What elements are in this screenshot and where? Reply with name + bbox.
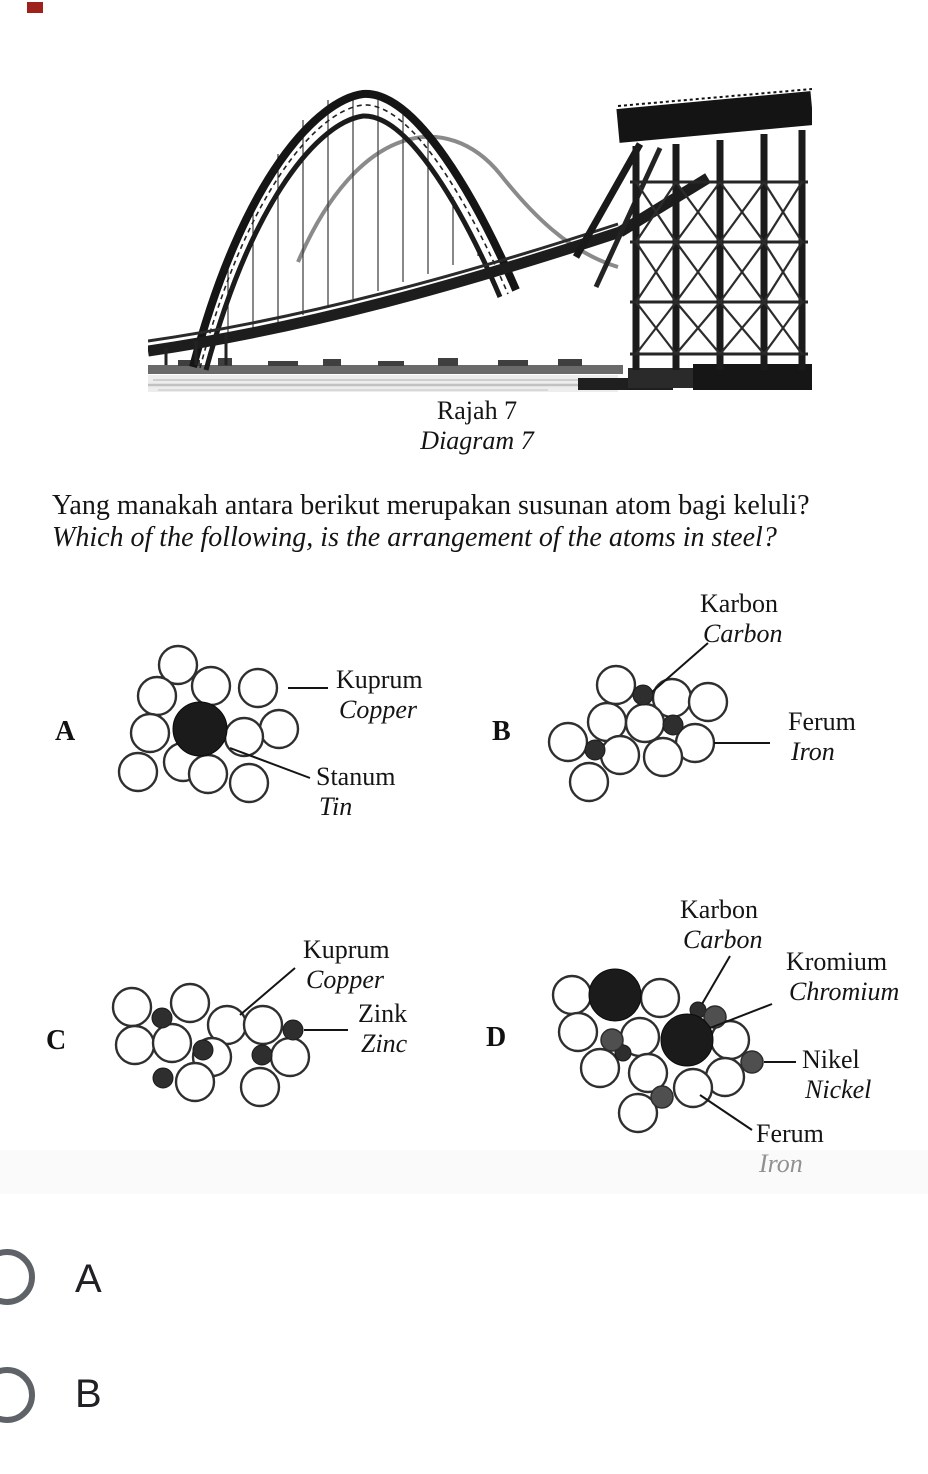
atom-circle-white: [260, 710, 298, 748]
atom-circle-gray: [651, 1086, 673, 1108]
atom-circle-small-dark: [633, 685, 653, 705]
atom-circle-white: [116, 1026, 154, 1064]
atom-circle-white: [597, 666, 635, 704]
option-letter-b: B: [492, 716, 511, 747]
answer-label-a[interactable]: A: [75, 1257, 102, 1301]
atom-label-malay: Nikel: [802, 1045, 860, 1074]
red-marker: [27, 2, 43, 13]
atom-circle-small-dark: [663, 715, 683, 735]
atom-circle-small-dark: [585, 740, 605, 760]
option-letter-a: A: [55, 716, 76, 747]
atom-circle-gray: [601, 1029, 623, 1051]
atom-label-malay: Ferum: [788, 707, 856, 736]
atom-circle-white: [601, 736, 639, 774]
atom-circle-white: [131, 714, 169, 752]
bridge-photo: [148, 82, 812, 392]
question-text: [52, 490, 872, 554]
atom-circle-white: [549, 723, 587, 761]
atom-circle-small-dark: [153, 1068, 173, 1088]
atom-circle-white: [674, 1069, 712, 1107]
atom-circle-large-dark: [173, 702, 227, 756]
atom-circle-white: [644, 738, 682, 776]
atom-label-english: Nickel: [805, 1075, 872, 1104]
option-a-diagram: [80, 628, 460, 838]
option-c-diagram: [100, 930, 430, 1115]
atom-circle-white: [689, 683, 727, 721]
atom-circle-white: [239, 669, 277, 707]
atom-label-malay: Kuprum: [303, 935, 390, 964]
atom-circle-white: [113, 988, 151, 1026]
radio-button-b[interactable]: [0, 1367, 35, 1423]
atom-label-malay: Kromium: [786, 947, 888, 976]
atom-circle-white: [225, 718, 263, 756]
atom-circle-white: [241, 1068, 279, 1106]
atom-circle-white: [119, 753, 157, 791]
atom-circle-white: [271, 1038, 309, 1076]
question-malay: Yang manakah antara berikut merupakan susunan atom bagi keluli?: [52, 490, 810, 521]
radio-button-a[interactable]: [0, 1249, 35, 1305]
atom-label-malay: Stanum: [316, 762, 396, 791]
caption-english: Diagram 7: [420, 426, 534, 455]
atom-circle-white: [192, 667, 230, 705]
option-d-diagram: [550, 890, 920, 1192]
scan-artifact-band: [0, 1150, 928, 1194]
caption-malay: Rajah 7: [436, 396, 518, 425]
atom-circle-white: [553, 976, 591, 1014]
atom-label-malay: Ferum: [756, 1119, 824, 1148]
atom-circle-gray: [741, 1051, 763, 1073]
atom-circle-white: [559, 1013, 597, 1051]
atom-label-malay: Karbon: [700, 589, 778, 618]
atom-circle-small-dark: [252, 1045, 272, 1065]
atom-label-english: Carbon: [683, 925, 763, 954]
atom-circle-white: [138, 677, 176, 715]
atom-circle-white: [641, 979, 679, 1017]
atom-circle-white: [244, 1006, 282, 1044]
atom-circle-large-dark: [661, 1014, 713, 1066]
atom-label-malay: Zink: [358, 999, 408, 1028]
question-english: Which of the following, is the arrangement of the atoms in steel?: [52, 522, 777, 553]
option-b-diagram: [540, 580, 870, 810]
atom-circle-small-dark: [152, 1008, 172, 1028]
atom-circle-small-dark: [283, 1020, 303, 1040]
label-leader-line: [702, 956, 730, 1004]
option-letter-c: C: [46, 1025, 67, 1056]
atom-circle-small-dark: [193, 1040, 213, 1060]
label-leader-line: [700, 1095, 752, 1130]
atom-label-english: Tin: [319, 792, 353, 821]
atom-circle-white: [570, 763, 608, 801]
atom-label-english: Zinc: [361, 1029, 408, 1058]
atom-circle-white: [171, 984, 209, 1022]
option-letter-d: D: [486, 1022, 507, 1053]
atom-circle-white: [176, 1063, 214, 1101]
atom-label-english: Iron: [791, 737, 835, 766]
atom-label-english: Chromium: [789, 977, 900, 1006]
atom-label-malay: Karbon: [680, 895, 758, 924]
atom-circle-large-dark: [589, 969, 641, 1021]
atom-circle-white: [230, 764, 268, 802]
atom-label-english: Copper: [306, 965, 384, 994]
atom-label-english: Carbon: [703, 619, 783, 648]
atom-circle-white: [626, 704, 664, 742]
atom-label-english: Copper: [339, 695, 417, 724]
answer-label-b[interactable]: B: [75, 1372, 102, 1416]
atom-circle-white: [153, 1024, 191, 1062]
figure-caption: [13, 396, 928, 456]
atom-circle-white: [189, 755, 227, 793]
atom-circle-white: [581, 1049, 619, 1087]
atom-label-malay: Kuprum: [336, 665, 423, 694]
